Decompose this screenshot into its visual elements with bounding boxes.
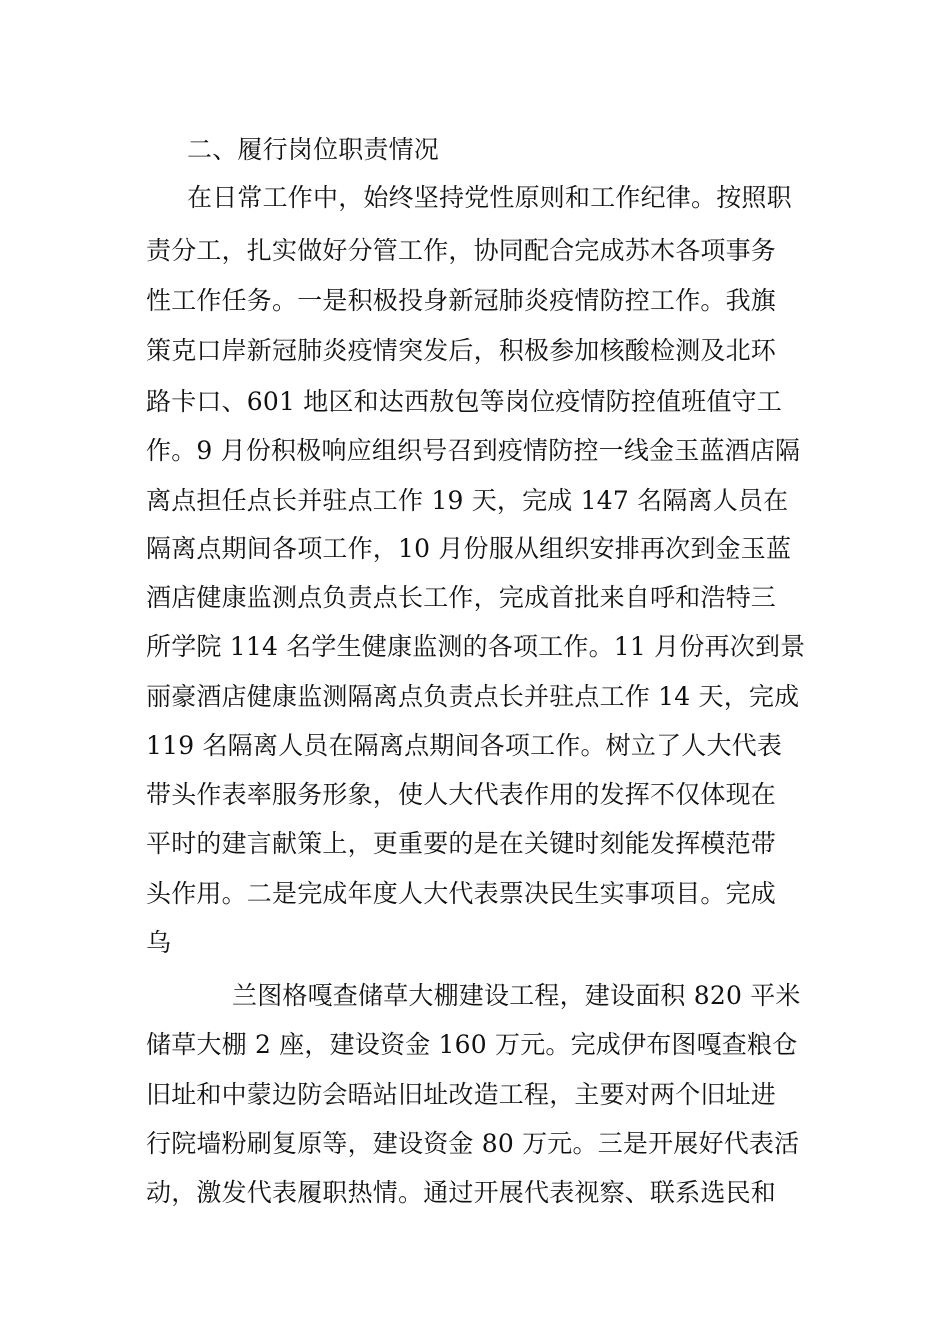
section-heading: 二、履行岗位职责情况 — [187, 135, 440, 164]
paragraph1-line: 路卡口、601 地区和达西敖包等岗位疫情防控值班值守工 — [146, 387, 783, 416]
paragraph1-line: 性工作任务。一是积极投身新冠肺炎疫情防控工作。我旗 — [146, 286, 777, 315]
paragraph1-line: 乌 — [146, 928, 172, 957]
paragraph2-line: 旧址和中蒙边防会晤站旧址改造工程，主要对两个旧址进 — [146, 1080, 777, 1109]
paragraph1-line: 带头作表率服务形象，使人大代表作用的发挥不仅体现在 — [146, 780, 777, 809]
paragraph1-line: 所学院 114 名学生健康监测的各项工作。11 月份再次到景 — [146, 632, 806, 661]
paragraph1-line: 离点担任点长并驻点工作 19 天，完成 147 名隔离人员在 — [146, 486, 789, 515]
paragraph2-line: 兰图格嘎查储草大棚建设工程，建设面积 820 平米 — [232, 981, 801, 1010]
paragraph2-line: 动，激发代表履职热情。通过开展代表视察、联系选民和 — [146, 1178, 777, 1207]
paragraph1-line: 策克口岸新冠肺炎疫情突发后，积极参加核酸检测及北环 — [146, 336, 777, 365]
paragraph1-line: 平时的建言献策上，更重要的是在关键时刻能发挥模范带 — [146, 829, 777, 858]
paragraph1-line: 隔离点期间各项工作，10 月份服从组织安排再次到金玉蓝 — [146, 534, 792, 563]
paragraph1-line: 责分工，扎实做好分管工作，协同配合完成苏木各项事务 — [146, 236, 777, 265]
paragraph2-line: 储草大棚 2 座，建设资金 160 万元。完成伊布图嘎查粮仓 — [146, 1030, 798, 1059]
paragraph1-line: 丽豪酒店健康监测隔离点负责点长并驻点工作 14 天，完成 — [146, 682, 800, 711]
paragraph1-line: 酒店健康监测点负责点长工作，完成首批来自呼和浩特三 — [146, 583, 777, 612]
paragraph2-line: 行院墙粉刷复原等，建设资金 80 万元。三是开展好代表活 — [146, 1129, 800, 1158]
paragraph1-line: 在日常工作中，始终坚持党性原则和工作纪律。按照职 — [187, 183, 792, 212]
paragraph1-line: 头作用。二是完成年度人大代表票决民生实事项目。完成 — [146, 879, 777, 908]
paragraph1-line: 119 名隔离人员在隔离点期间各项工作。树立了人大代表 — [146, 731, 783, 760]
paragraph1-line: 作。9 月份积极响应组织号召到疫情防控一线金玉蓝酒店隔 — [146, 436, 801, 465]
